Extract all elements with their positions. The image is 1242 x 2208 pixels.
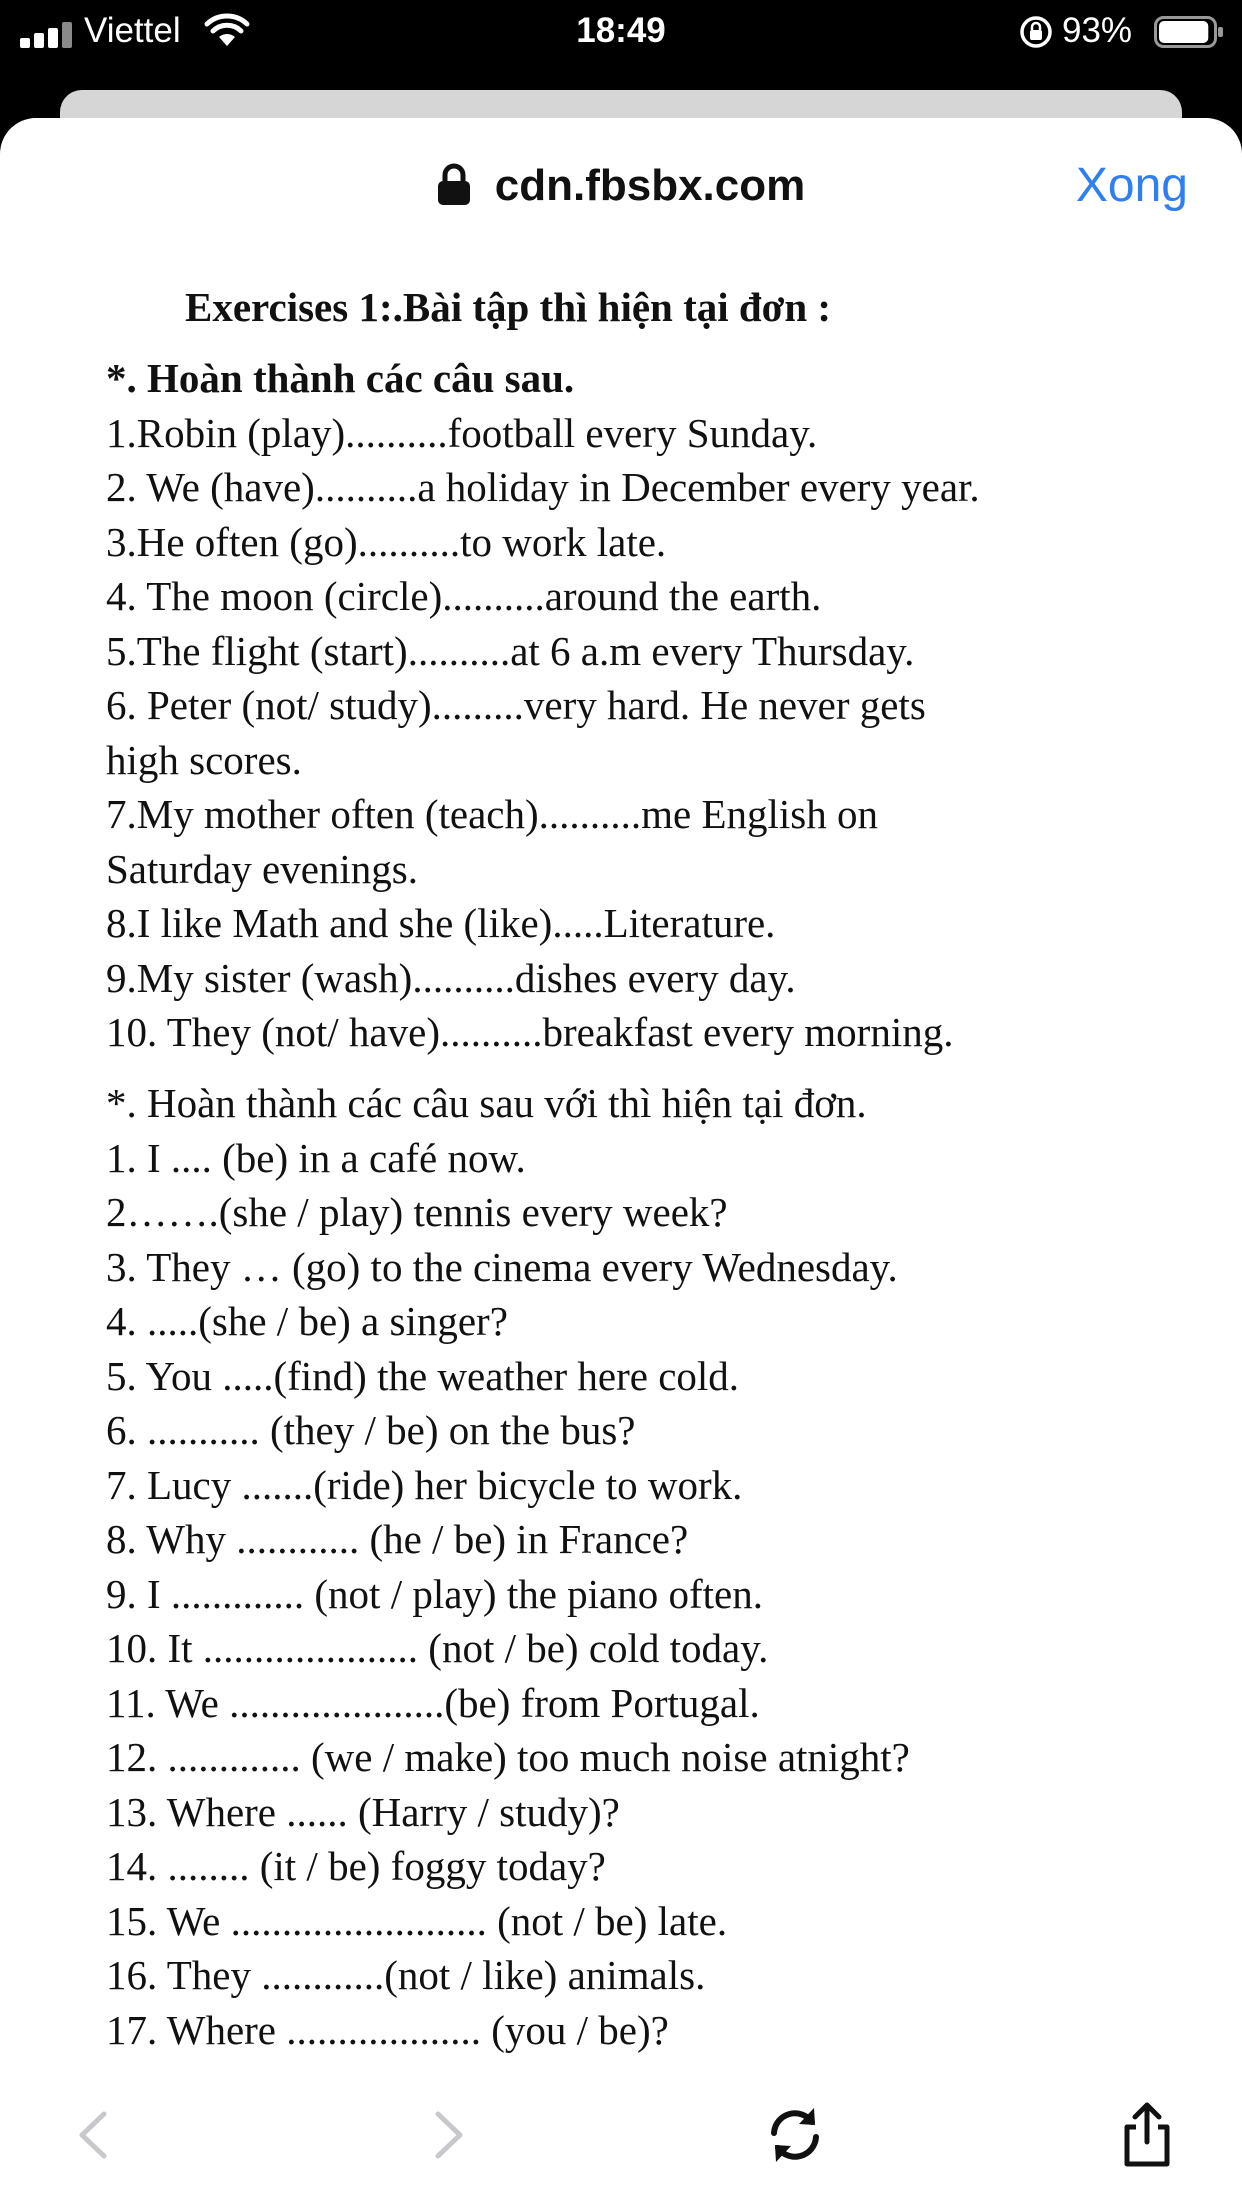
exercise-line: 8.I like Math and she (like).....Literature. — [106, 900, 776, 946]
exercise-section-2 — [106, 1076, 910, 2057]
section-1-heading: *. Hoàn thành các câu sau. — [106, 355, 575, 401]
clock-time: 18:49 — [576, 11, 666, 50]
bottom-toolbar — [0, 2080, 1242, 2208]
exercise-line: 11. We .....................(be) from Portugal. — [106, 1679, 760, 1726]
exercise-line: 14. ........ (it / be) foggy today? — [106, 1843, 606, 1889]
exercise-line: 15. We ......................... (not / be) late. — [106, 1897, 728, 1944]
chevron-left-icon[interactable] — [60, 2100, 130, 2170]
done-button[interactable]: Xong — [1075, 159, 1188, 212]
exercise-line: 2. We (have)..........a holiday in December every year. — [106, 464, 980, 510]
exercise-line: 7. Lucy .......(ride) her bicycle to work. — [106, 1461, 743, 1508]
exercise-line: 4. The moon (circle)..........around the earth. — [106, 573, 822, 619]
exercise-line: 3. They … (go) to the cinema every Wednesday. — [106, 1243, 898, 1290]
battery-percentage: 93% — [1062, 11, 1133, 50]
exercise-line: 5. You .....(find) the weather here cold. — [106, 1352, 740, 1399]
section-2-heading: *. Hoàn thành các câu sau với thì hiện tại đơn. — [106, 1080, 867, 1126]
url-bar[interactable] — [0, 160, 1242, 212]
url-text: cdn.fbsbx.com — [494, 161, 806, 210]
exercise-line: 7.My mother often (teach)..........me English on — [106, 791, 878, 837]
chevron-right-icon[interactable] — [412, 2100, 482, 2170]
document-title: Exercises 1:.Bài tập thì hiện tại đơn : — [185, 284, 832, 330]
carrier-name: Viettel — [84, 11, 181, 50]
exercise-line: 8. Why ............ (he / be) in France? — [106, 1516, 689, 1562]
share-icon[interactable] — [1112, 2100, 1182, 2170]
exercise-line: 1. I .... (be) in a café now. — [106, 1134, 526, 1181]
exercise-line: 4. .....(she / be) a singer? — [106, 1298, 508, 1344]
browser-header — [0, 118, 1242, 258]
exercise-line: 9.My sister (wash)..........dishes every day. — [106, 954, 796, 1001]
status-bar — [0, 0, 1242, 62]
battery-icon — [1154, 16, 1224, 48]
exercise-line: 17. Where ................... (you / be)? — [106, 2006, 669, 2053]
exercise-line: Saturday evenings. — [106, 845, 418, 892]
exercise-line: 5.The flight (start)..........at 6 a.m every Thursday. — [106, 627, 915, 674]
refresh-icon[interactable] — [760, 2100, 830, 2170]
rotation-lock-icon — [1018, 14, 1054, 50]
exercise-line: 9. I ............. (not / play) the piano often. — [106, 1570, 764, 1617]
exercise-line: high scores. — [106, 736, 302, 783]
exercise-line: 10. It ..................... (not / be) cold today. — [106, 1625, 769, 1671]
exercise-section-1 — [106, 351, 980, 1060]
exercise-line: 10. They (not/ have)..........breakfast every morning. — [106, 1009, 954, 1055]
exercise-line: 3.He often (go)..........to work late. — [106, 518, 667, 565]
exercise-line: 6. ........... (they / be) on the bus? — [106, 1407, 636, 1453]
exercise-line: 12. ............. (we / make) too much noise atnight? — [106, 1734, 910, 1780]
lock-icon — [437, 162, 471, 206]
exercise-line: 6. Peter (not/ study).........very hard. He never gets — [106, 682, 926, 728]
exercise-line: 2…….(she / play) tennis every week? — [106, 1189, 728, 1235]
exercise-line: 16. They ............(not / like) animals. — [106, 1952, 706, 1998]
exercise-line: 1.Robin (play)..........football every Sunday. — [106, 409, 818, 456]
exercise-line: 13. Where ...... (Harry / study)? — [106, 1788, 620, 1835]
